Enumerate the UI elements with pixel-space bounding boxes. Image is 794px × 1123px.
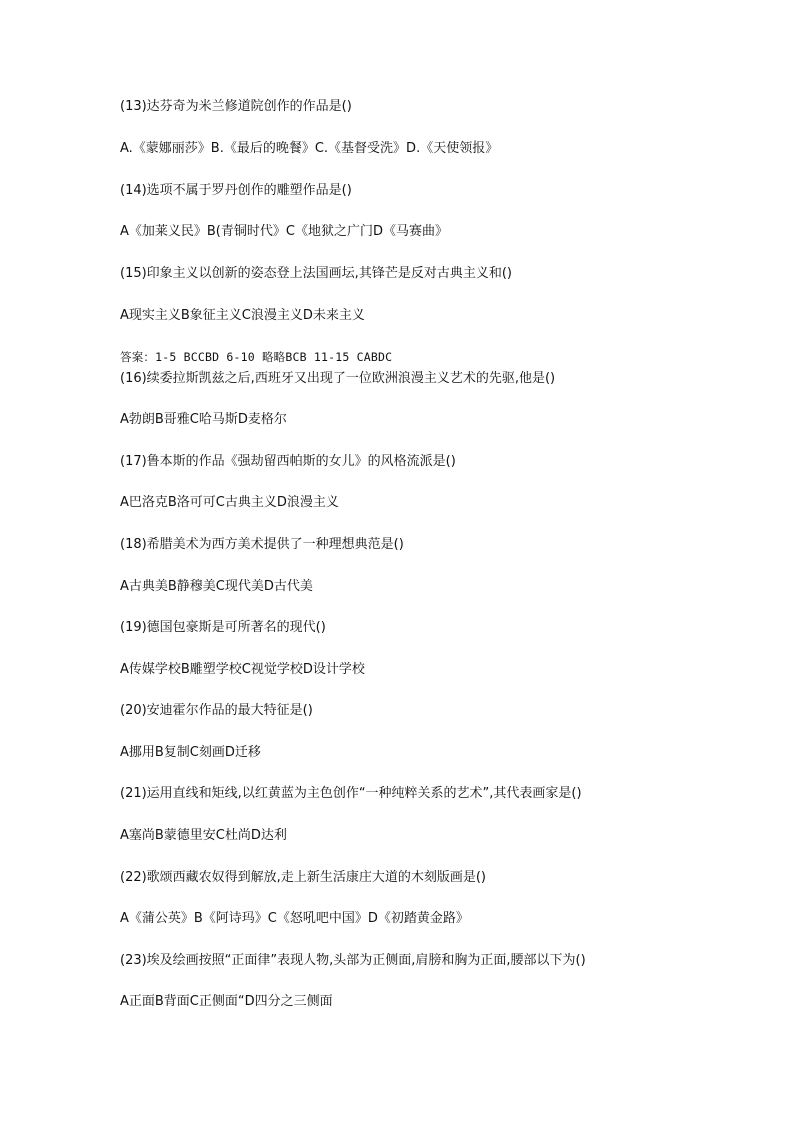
options-13: A.《蒙娜丽莎》B.《最后的晚餐》C.《基督受洗》D.《天使领报》	[120, 141, 499, 156]
options-17: A巴洛克B洛可可C古典主义D浪漫主义	[120, 495, 339, 510]
options-14: A《加莱义民》B(青铜时代》C《地狱之广门D《马赛曲》	[120, 224, 448, 239]
question-22: (22)歌颂西藏农奴得到解放,走上新生活康庄大道的木刻版画是()	[120, 870, 486, 885]
options-22: A《蒲公英》B《阿诗玛》C《怒吼吧中国》D《初踏黄金路》	[120, 911, 469, 926]
question-16: (16)续委拉斯凯兹之后,西班牙又出现了一位欧洲浪漫主义艺术的先驱,他是()	[120, 371, 556, 386]
options-16: A勃朗B哥雅C哈马斯D麦格尔	[120, 412, 287, 427]
options-21: A塞尚B蒙德里安C杜尚D达利	[120, 828, 287, 843]
question-23: (23)埃及绘画按照“正面律”表现人物,头部为正侧面,肩膀和胸为正面,腰部以下为()	[120, 953, 586, 968]
options-23: A正面B背面C正侧面“D四分之三侧面	[120, 994, 333, 1009]
options-19: A传媒学校B雕塑学校C视觉学校D设计学校	[120, 662, 365, 677]
options-15: A现实主义B象征主义C浪漫主义D未来主义	[120, 308, 365, 323]
options-18: A古典美B静穆美C现代美D古代美	[120, 579, 313, 594]
options-20: A挪用B复制C刻画D迁移	[120, 745, 261, 760]
question-21: (21)运用直线和矩线,以红黄蓝为主色创作“一种纯粹关系的艺术”,其代表画家是()	[120, 786, 582, 801]
question-17: (17)鲁本斯的作品《强劫留西帕斯的女儿》的风格流派是()	[120, 454, 456, 469]
question-14: (14)选项不属于罗丹创作的雕塑作品是()	[120, 183, 352, 198]
question-15: (15)印象主义以创新的姿态登上法国画坛,其锋芒是反对古典主义和()	[120, 266, 512, 281]
question-19: (19)德国包豪斯是可所著名的现代()	[120, 620, 326, 635]
question-18: (18)希腊美术为西方美术提供了一种理想典范是()	[120, 537, 404, 552]
question-20: (20)安迪霍尔作品的最大特征是()	[120, 703, 313, 718]
answer-key: 答案：1-5 BCCBD 6-10 略略BCB 11-15 CABDC	[120, 350, 393, 364]
question-13: (13)达芬奇为米兰修道院创作的作品是()	[120, 99, 352, 114]
